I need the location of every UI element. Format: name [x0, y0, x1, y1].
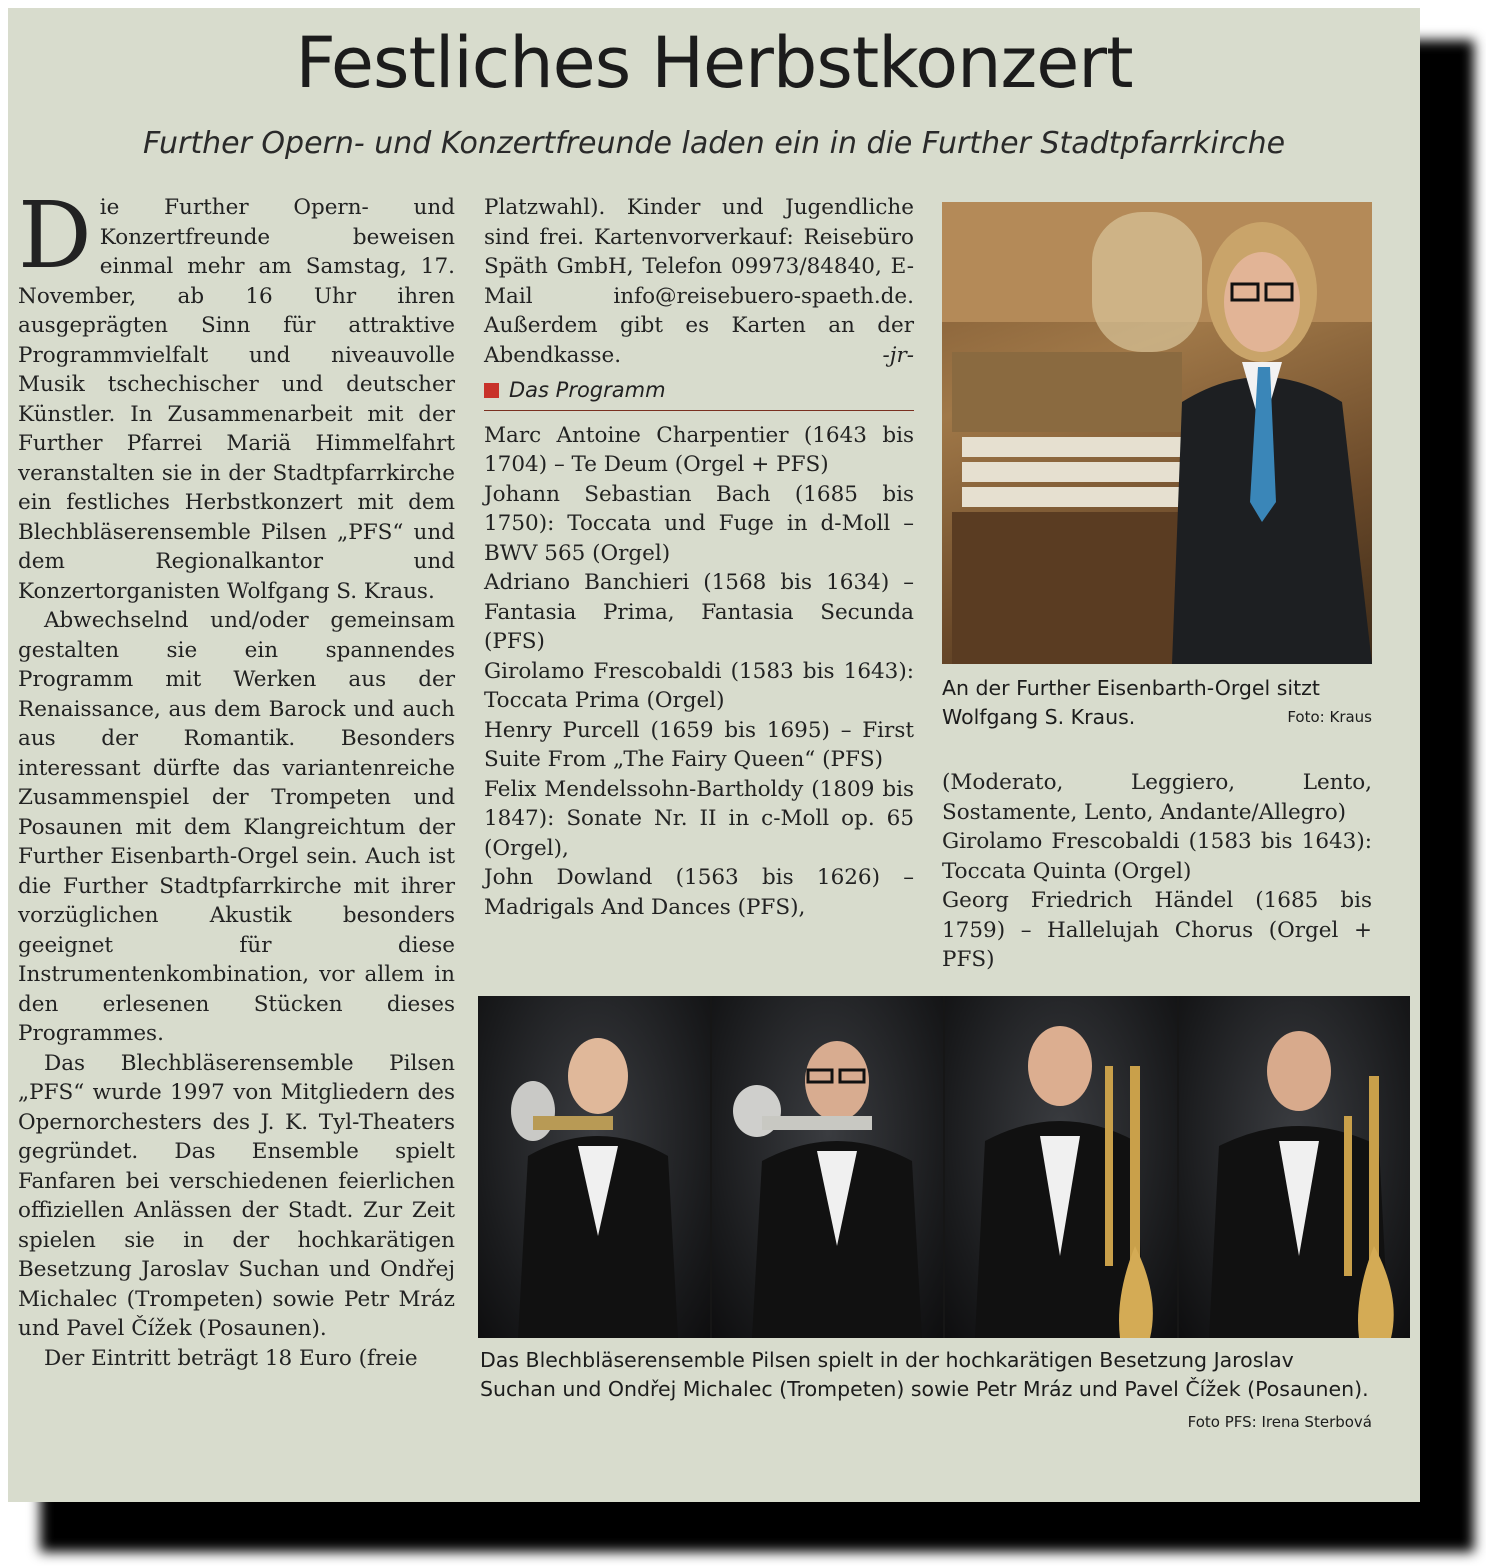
paragraph-ensemble: Das Blechbläserensemble Pilsen „PFS“ wurde 1997 von Mitgliedern des Opernorchesters des J. K. Tyl-Theaters gegründet. Das Ensemble spielt Fanfaren bei verschiedenen feierlichen offiziellen Anlässen der Stadt. Zur Zeit spielen sie in der hochkarätigen Besetzung Jaroslav Suchan und Ondřej Michalec (Trompeten) sowie Petr Mráz und Pavel Čížek (Posaunen). [18, 1050, 455, 1341]
program-item: John Dowland (1563 bis 1626) – Madrigals And Dances (PFS), [484, 865, 914, 920]
article-column-3 [942, 768, 1372, 975]
program-item: Felix Mendelssohn-Bartholdy (1809 bis 1847): Sonate Nr. II in c-Moll op. 65 (Orgel), [484, 776, 914, 861]
paragraph-program-description: Abwechselnd und/oder gemeinsam gestalten sie ein spannendes Programm mit Werken aus der Renaissance, aus dem Barock und auch aus der Romantik. Besonders interessant dürfte das variantenreiche Zusammenspiel der Trompeten und Posaunen mit dem Klangreichtum der Further Eisenbarth-Orgel sein. Auch ist die Further Stadtpfarrkirche mit ihrer vorzüglichen Akustik besonders geeignet für diese Instrumentenkombination, vor allem in den erlesenen Stücken dieses Programmes. [18, 608, 455, 1046]
program-item: Henry Purcell (1659 bis 1695) – First Suite From „The Fairy Queen“ (PFS) [484, 717, 914, 772]
program-item: Adriano Banchieri (1568 bis 1634) – Fantasia Prima, Fantasia Secunda (PFS) [484, 570, 914, 654]
trumpeter-illustration [478, 996, 706, 1338]
article-column-2 [484, 193, 914, 922]
paragraph-intro-text: ie Further Opern- und Konzertfreunde beweisen einmal mehr am Samstag, 17. November, ab 16 Uhr ihren ausgeprägten Sinn für attraktive Programmvielfalt und niveauvolle Musik tschechischer und deutscher Künstler. In Zusammenarbeit mit der Further Pfarrei Mariä Himmelfahrt veranstalten sie in der Stadtpfarrkirche ein festliches Herbstkonzert mit dem Blechbläserensemble Pilsen „PFS“ und dem Regionalkantor und Konzertorganisten Wolfgang S. Kraus. [18, 195, 455, 604]
trumpeter-illustration [712, 996, 940, 1338]
organist-photo-credit: Foto: Kraus [1287, 708, 1372, 726]
headline: Festliches Herbstkonzert [295, 22, 1133, 104]
organist-photo [942, 202, 1372, 664]
article-column-1 [18, 182, 455, 1373]
program-item: Girolamo Frescobaldi (1583 bis 1643): Toccata Prima (Orgel) [484, 658, 914, 713]
musician-portrait-2 [712, 996, 944, 1338]
red-square-icon [484, 383, 499, 398]
program-item: (Moderato, Leggiero, Lento, Sostamente, Lento, Andante/Allegro) [942, 770, 1372, 825]
paragraph-tickets-text: Platzwahl). Kinder und Jugendliche sind frei. Kartenvorverkauf: Reisebüro Späth GmbH, Telefon 09973/84840, E-Mail info@reisebuero-spaeth.de. Außerdem gibt es Karten an der Abendkasse. [484, 195, 914, 368]
trombonist-illustration [945, 996, 1173, 1338]
subheadline: Further Opern- und Konzertfreunde laden ein in die Further Stadtpfarrkirche [142, 126, 1286, 161]
musician-portrait-1 [478, 996, 710, 1338]
program-item: Johann Sebastian Bach (1685 bis 1750): Toccata und Fuge in d-Moll – BWV 565 (Orgel) [484, 481, 914, 566]
paragraph-tickets [484, 193, 914, 370]
author-signature: -jr- [882, 342, 914, 368]
organist-illustration [942, 202, 1372, 664]
program-heading-label: Das Programm [509, 378, 666, 402]
ensemble-caption [480, 1346, 1372, 1437]
trombonist-illustration [1179, 996, 1407, 1338]
newspaper-clipping [8, 8, 1420, 1502]
program-heading [484, 376, 914, 411]
drop-cap: D [18, 182, 92, 289]
paragraph-admission: Der Eintritt beträgt 18 Euro (freie [44, 1345, 418, 1371]
musician-portrait-4 [1179, 996, 1411, 1338]
ensemble-photo-credit: Foto PFS: Irena Sterbová [1187, 1413, 1372, 1431]
program-item: Girolamo Frescobaldi (1583 bis 1643): Toccata Quinta (Orgel) [942, 829, 1372, 884]
ensemble-caption-text: Das Blechbläserensemble Pilsen spielt in der hochkarätigen Besetzung Jaroslav Suchan und Ondřej Michalec (Trompeten) sowie Petr Mráz und Pavel Čížek (Posaunen). [480, 1348, 1369, 1401]
organist-caption [942, 674, 1372, 732]
program-list [484, 421, 914, 923]
program-item: Georg Friedrich Händel (1685 bis 1759) – Hallelujah Chorus (Orgel + PFS) [942, 888, 1372, 972]
ensemble-photo [478, 996, 1410, 1338]
musician-portrait-3 [945, 996, 1177, 1338]
organist-caption-text: An der Further Eisenbarth-Orgel sitzt Wolfgang S. Kraus. [942, 676, 1320, 729]
paragraph-intro [18, 182, 455, 606]
program-item: Marc Antoine Charpentier (1643 bis 1704) – Te Deum (Orgel + PFS) [484, 422, 914, 477]
